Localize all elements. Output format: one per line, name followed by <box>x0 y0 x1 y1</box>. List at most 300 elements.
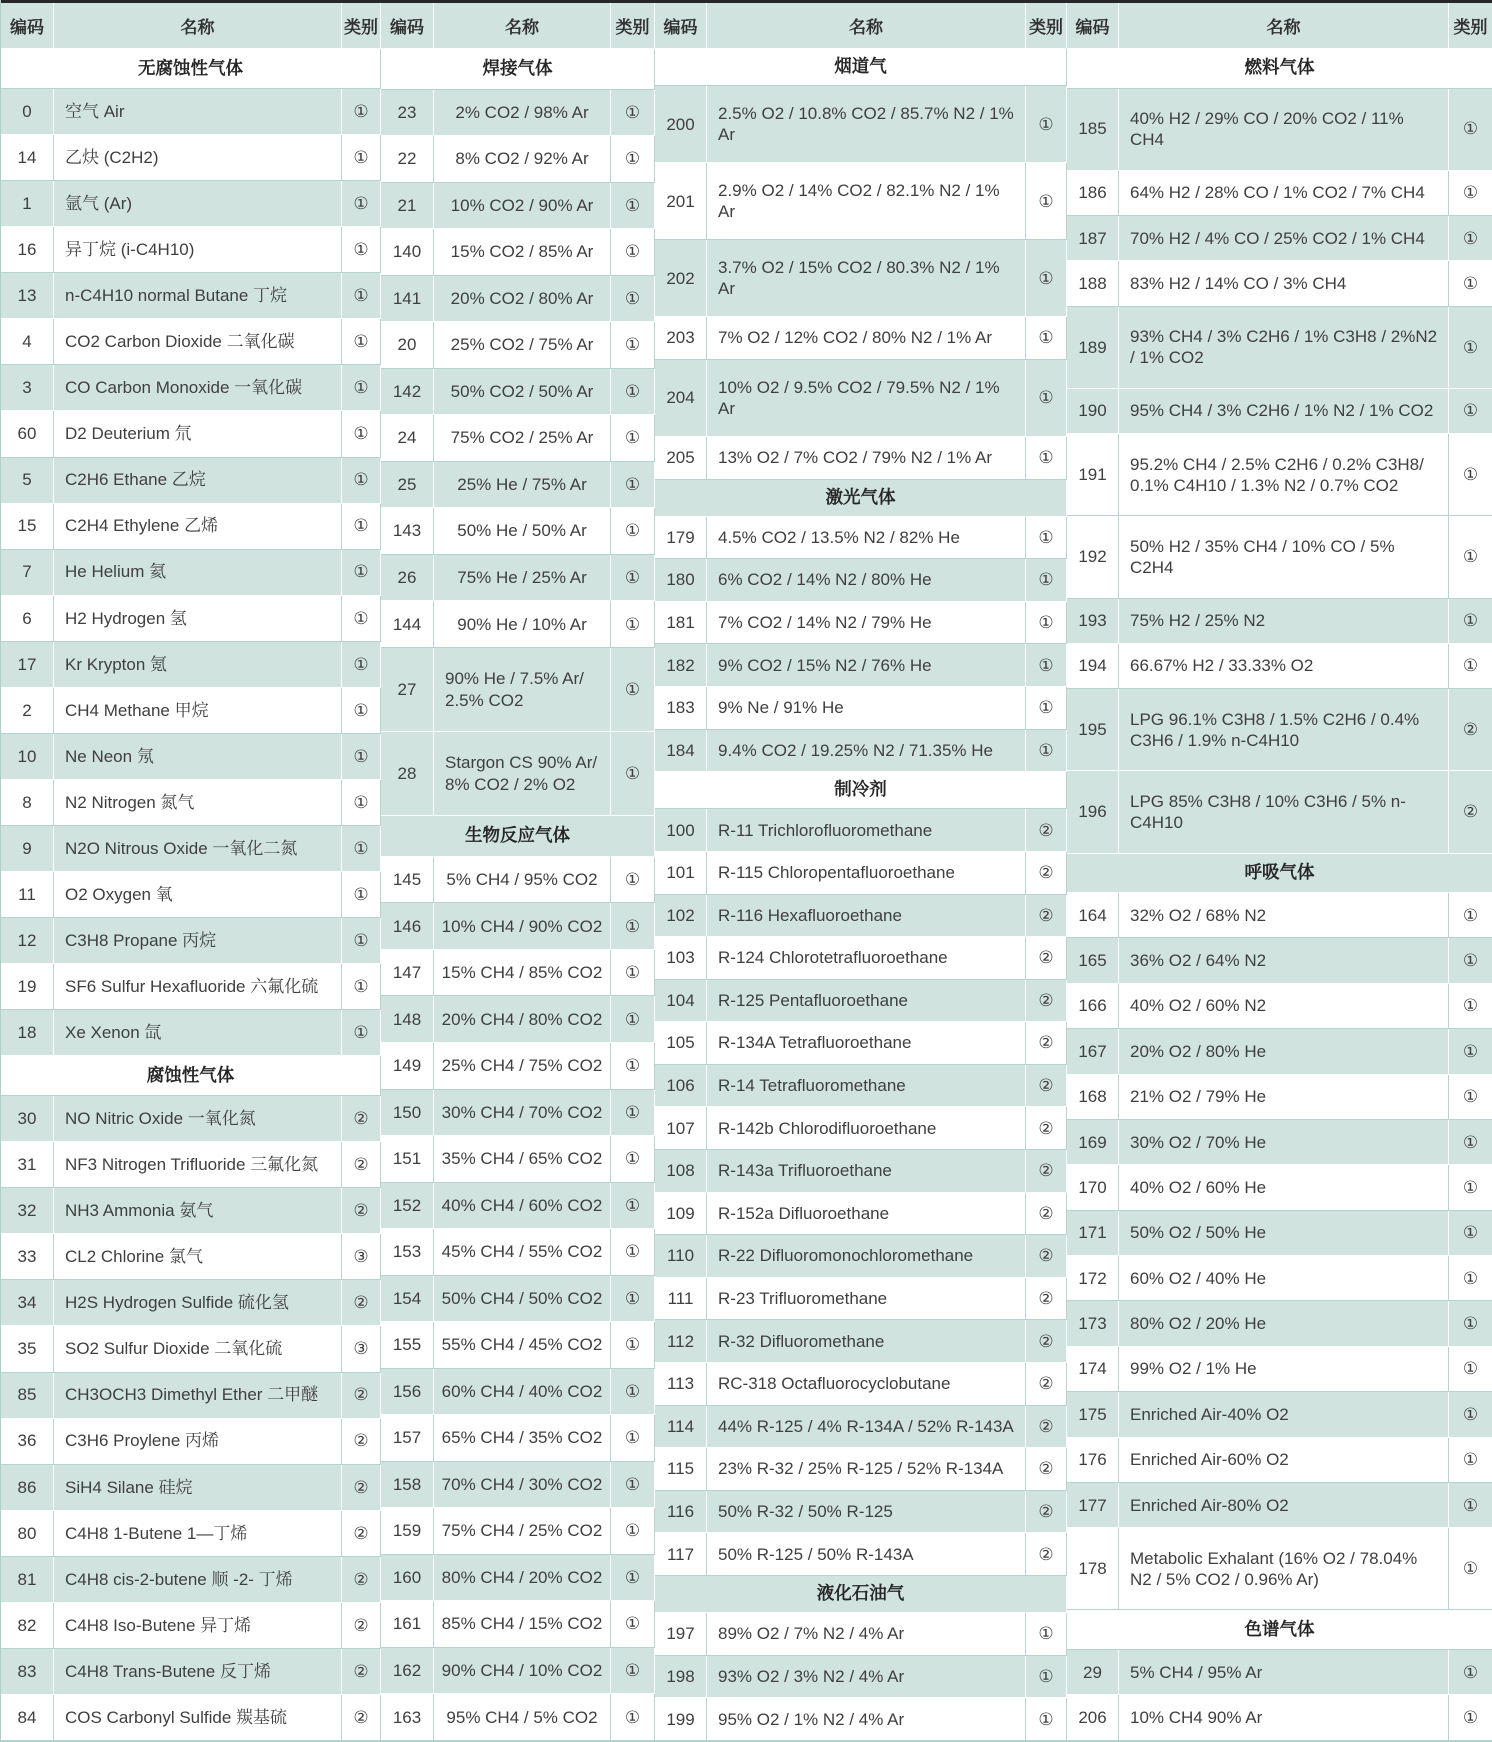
gas-code-cell: 160 <box>381 1555 434 1602</box>
gas-row <box>381 276 655 323</box>
category-cell: ① <box>342 734 381 780</box>
category-cell: ① <box>611 1322 655 1369</box>
gas-name-cell: 90% CH4 / 10% CO2 <box>434 1648 611 1695</box>
gas-code-cell: 170 <box>1067 1165 1119 1210</box>
gas-name-cell: 8% CO2 / 92% Ar <box>434 136 611 183</box>
gas-row <box>381 950 655 997</box>
gas-row <box>1067 984 1492 1029</box>
gas-name-cell: R-115 Chloropentafluoroethane <box>707 852 1026 895</box>
category-cell: ② <box>1026 1193 1067 1236</box>
category-cell: ① <box>1449 644 1492 689</box>
gas-code-cell: 159 <box>381 1508 434 1555</box>
gas-code-cell: 193 <box>1067 599 1119 644</box>
gas-code-cell: 180 <box>655 559 707 602</box>
gas-row <box>655 644 1067 687</box>
gas-name-cell: 乙炔 (C2H2) <box>54 135 342 181</box>
category-cell: ① <box>611 1462 655 1509</box>
gas-row <box>655 980 1067 1023</box>
category-cell: ① <box>1449 1029 1492 1074</box>
category-cell: ① <box>342 135 381 181</box>
gas-row <box>381 1136 655 1183</box>
gas-name-cell: 23% R-32 / 25% R-125 / 52% R-134A <box>707 1448 1026 1491</box>
gas-row <box>655 687 1067 730</box>
category-cell: ① <box>342 596 381 642</box>
gas-row <box>655 1363 1067 1406</box>
section-title: 呼吸气体 <box>1067 854 1492 894</box>
gas-code-cell: 182 <box>655 644 707 687</box>
category-cell: ① <box>1026 240 1067 317</box>
gas-name-cell: 40% O2 / 60% He <box>1119 1165 1449 1210</box>
gas-code-cell: 1 <box>1 181 54 227</box>
gas-table-g3 <box>655 0 1067 1741</box>
category-cell: ① <box>1449 1347 1492 1392</box>
gas-row <box>381 1090 655 1137</box>
gas-code-cell: 199 <box>655 1698 707 1741</box>
gas-row <box>1 1188 381 1234</box>
gas-name-cell: C4H8 cis-2-butene 顺 -2- 丁烯 <box>54 1557 342 1603</box>
gas-code-cell: 103 <box>655 937 707 980</box>
category-cell: ① <box>1449 1075 1492 1120</box>
category-cell: ① <box>1449 1695 1492 1741</box>
gas-code-cell: 5 <box>1 458 54 504</box>
column-header-code: 编码 <box>655 3 707 49</box>
gas-name-cell: 55% CH4 / 45% CO2 <box>434 1322 611 1369</box>
gas-code-cell: 185 <box>1067 89 1119 171</box>
gas-code-cell: 149 <box>381 1043 434 1090</box>
gas-row <box>655 317 1067 360</box>
gas-name-cell: 40% H2 / 29% CO / 20% CO2 / 11% CH4 <box>1119 89 1449 171</box>
category-cell: ① <box>1026 360 1067 437</box>
category-cell: ② <box>1026 1022 1067 1065</box>
gas-name-cell: 75% CH4 / 25% CO2 <box>434 1508 611 1555</box>
gas-row <box>655 602 1067 645</box>
category-cell: ① <box>611 903 655 950</box>
gas-code-cell: 60 <box>1 411 54 457</box>
gas-code-cell: 113 <box>655 1363 707 1406</box>
gas-code-cell: 154 <box>381 1276 434 1323</box>
category-cell: ① <box>1449 1211 1492 1256</box>
gas-code-cell: 86 <box>1 1465 54 1511</box>
gas-name-cell: Kr Krypton 氪 <box>54 642 342 688</box>
category-cell: ② <box>342 1649 381 1695</box>
gas-name-cell: 90% He / 10% Ar <box>434 601 611 648</box>
category-cell: ① <box>342 365 381 411</box>
gas-code-cell: 3 <box>1 365 54 411</box>
category-cell: ① <box>611 1043 655 1090</box>
gas-name-cell: 30% O2 / 70% He <box>1119 1120 1449 1165</box>
gas-name-cell: 30% CH4 / 70% CO2 <box>434 1090 611 1137</box>
header-row <box>1067 3 1492 49</box>
category-cell: ① <box>342 1010 381 1056</box>
section-row <box>1 49 381 89</box>
gas-name-cell: CH4 Methane 甲烷 <box>54 688 342 734</box>
gas-code-cell: 114 <box>655 1406 707 1449</box>
gas-name-cell: R-22 Difluoromonochloromethane <box>707 1235 1026 1278</box>
gas-code-cell: 32 <box>1 1188 54 1234</box>
gas-name-cell: R-125 Pentafluoroethane <box>707 980 1026 1023</box>
gas-row <box>381 229 655 276</box>
gas-code-cell: 198 <box>655 1656 707 1699</box>
gas-code-cell: 143 <box>381 508 434 555</box>
gas-name-cell: 15% CO2 / 85% Ar <box>434 229 611 276</box>
gas-name-cell: N2 Nitrogen 氮气 <box>54 780 342 826</box>
gas-name-cell: N2O Nitrous Oxide 一氧化二氮 <box>54 826 342 872</box>
gas-code-cell: 30 <box>1 1096 54 1142</box>
category-cell: ① <box>342 89 381 135</box>
category-cell: ② <box>1449 689 1492 771</box>
gas-name-cell: C2H6 Ethane 乙烷 <box>54 458 342 504</box>
gas-name-cell: Enriched Air-80% O2 <box>1119 1483 1449 1528</box>
category-cell: ① <box>611 136 655 183</box>
gas-name-cell: 13% O2 / 7% CO2 / 79% N2 / 1% Ar <box>707 437 1026 480</box>
gas-code-cell: 18 <box>1 1010 54 1056</box>
gas-row <box>1 1096 381 1142</box>
section-title: 生物反应气体 <box>381 816 655 857</box>
gas-row <box>381 183 655 230</box>
gas-code-cell: 27 <box>381 648 434 732</box>
gas-code-cell: 156 <box>381 1369 434 1416</box>
gas-code-cell: 158 <box>381 1462 434 1509</box>
category-cell: ① <box>1026 517 1067 560</box>
gas-name-cell: 70% CH4 / 30% CO2 <box>434 1462 611 1509</box>
category-cell: ① <box>342 688 381 734</box>
gas-row <box>381 1694 655 1741</box>
gas-row <box>1067 389 1492 434</box>
gas-row <box>1 1649 381 1695</box>
category-cell: ① <box>342 918 381 964</box>
section-title: 焊接气体 <box>381 49 655 90</box>
category-cell: ① <box>611 1508 655 1555</box>
gas-name-cell: 50% R-125 / 50% R-143A <box>707 1533 1026 1576</box>
gas-code-cell: 12 <box>1 918 54 964</box>
gas-row <box>655 240 1067 317</box>
gas-name-cell: Enriched Air-40% O2 <box>1119 1392 1449 1437</box>
gas-code-cell: 147 <box>381 950 434 997</box>
category-cell: ① <box>1449 389 1492 434</box>
category-cell: ② <box>1026 809 1067 852</box>
category-cell: ② <box>342 1465 381 1511</box>
gas-code-cell: 33 <box>1 1234 54 1280</box>
gas-row <box>1 504 381 550</box>
gas-code-cell: 153 <box>381 1229 434 1276</box>
column-header-name: 名称 <box>707 3 1026 49</box>
category-cell: ① <box>342 642 381 688</box>
gas-row <box>655 730 1067 773</box>
gas-name-cell: 5% CH4 / 95% CO2 <box>434 857 611 904</box>
gas-row <box>1 1280 381 1326</box>
gas-code-cell: 195 <box>1067 689 1119 771</box>
gas-row <box>1 1695 381 1741</box>
gas-code-cell: 35 <box>1 1326 54 1372</box>
category-cell: ② <box>1026 1363 1067 1406</box>
gas-name-cell: R-14 Tetrafluoromethane <box>707 1065 1026 1108</box>
gas-row <box>655 1107 1067 1150</box>
gas-code-cell: 171 <box>1067 1211 1119 1256</box>
gas-name-cell: Ne Neon 氖 <box>54 734 342 780</box>
gas-row <box>1067 1695 1492 1741</box>
gas-name-cell: 40% CH4 / 60% CO2 <box>434 1183 611 1230</box>
gas-code-cell: 200 <box>655 86 707 163</box>
gas-code-cell: 20 <box>381 322 434 369</box>
gas-name-cell: D2 Deuterium 氘 <box>54 411 342 457</box>
gas-name-cell: RC-318 Octafluorocyclobutane <box>707 1363 1026 1406</box>
category-cell: ① <box>611 857 655 904</box>
gas-code-cell: 11 <box>1 872 54 918</box>
category-cell: ① <box>1449 1301 1492 1346</box>
gas-row <box>1 734 381 780</box>
gas-row <box>655 163 1067 240</box>
gas-code-cell: 181 <box>655 602 707 645</box>
category-cell: ① <box>1449 1120 1492 1165</box>
category-cell: ① <box>342 181 381 227</box>
gas-name-cell: CH3OCH3 Dimethyl Ether 二甲醚 <box>54 1373 342 1419</box>
category-cell: ② <box>1026 980 1067 1023</box>
category-cell: ① <box>611 732 655 816</box>
gas-code-cell: 146 <box>381 903 434 950</box>
section-title: 激光气体 <box>655 480 1067 517</box>
gas-row <box>1 1010 381 1056</box>
section-title: 色谱气体 <box>1067 1610 1492 1650</box>
gas-name-cell: 93% CH4 / 3% C2H6 / 1% C3H8 / 2%N2 / 1% CO2 <box>1119 307 1449 389</box>
gas-code-cell: 16 <box>1 227 54 273</box>
gas-row <box>1067 1650 1492 1695</box>
gas-name-cell: 25% CO2 / 75% Ar <box>434 322 611 369</box>
gas-name-cell: 50% R-32 / 50% R-125 <box>707 1491 1026 1534</box>
gas-name-cell: 40% O2 / 60% N2 <box>1119 984 1449 1029</box>
gas-code-cell: 26 <box>381 555 434 602</box>
gas-code-cell: 22 <box>381 136 434 183</box>
gas-row <box>381 1415 655 1462</box>
category-cell: ① <box>611 276 655 323</box>
gas-row <box>655 1320 1067 1363</box>
category-cell: ① <box>1449 893 1492 938</box>
gas-row <box>1 1234 381 1280</box>
gas-name-cell: 36% O2 / 64% N2 <box>1119 938 1449 983</box>
gas-row <box>655 1656 1067 1699</box>
gas-code-cell: 166 <box>1067 984 1119 1029</box>
gas-row <box>655 1406 1067 1449</box>
gas-row <box>381 1369 655 1416</box>
gas-code-cell: 15 <box>1 504 54 550</box>
gas-name-cell: 50% CH4 / 50% CO2 <box>434 1276 611 1323</box>
gas-name-cell: 83% H2 / 14% CO / 3% CH4 <box>1119 261 1449 306</box>
column-header-category: 类别 <box>1026 3 1067 49</box>
gas-row <box>1067 261 1492 306</box>
gas-code-cell: 157 <box>381 1415 434 1462</box>
gas-name-cell: 7% CO2 / 14% N2 / 79% He <box>707 602 1026 645</box>
category-cell: ① <box>611 1229 655 1276</box>
gas-code-cell: 162 <box>381 1648 434 1695</box>
category-cell: ② <box>1026 1533 1067 1576</box>
header-row <box>381 3 655 49</box>
gas-name-cell: 75% H2 / 25% N2 <box>1119 599 1449 644</box>
gas-code-cell: 81 <box>1 1557 54 1603</box>
gas-row <box>381 1555 655 1602</box>
gas-name-cell: 50% H2 / 35% CH4 / 10% CO / 5% C2H4 <box>1119 516 1449 598</box>
category-cell: ② <box>342 1419 381 1465</box>
column-header-category: 类别 <box>342 3 381 49</box>
gas-row <box>1 89 381 135</box>
category-cell: ① <box>611 322 655 369</box>
gas-row <box>655 517 1067 560</box>
category-cell: ② <box>1026 1491 1067 1534</box>
gas-code-cell: 9 <box>1 826 54 872</box>
category-cell: ② <box>1449 771 1492 853</box>
gas-code-cell: 17 <box>1 642 54 688</box>
gas-row <box>1 1326 381 1372</box>
section-title: 燃料气体 <box>1067 49 1492 89</box>
section-row <box>655 772 1067 809</box>
gas-row <box>1 1419 381 1465</box>
category-cell: ① <box>1026 1698 1067 1741</box>
gas-table-g1 <box>1 0 381 1741</box>
gas-name-cell: 50% O2 / 50% He <box>1119 1211 1449 1256</box>
category-cell: ① <box>342 411 381 457</box>
category-cell: ① <box>1026 317 1067 360</box>
category-cell: ① <box>1449 599 1492 644</box>
category-cell: ① <box>1026 559 1067 602</box>
gas-row <box>655 1278 1067 1321</box>
gas-code-cell: 148 <box>381 996 434 1043</box>
gas-row <box>655 559 1067 602</box>
category-cell: ① <box>1026 163 1067 240</box>
gas-row <box>1 181 381 227</box>
gas-row <box>1067 938 1492 983</box>
gas-row <box>1 319 381 365</box>
gas-row <box>381 1601 655 1648</box>
gas-code-cell: 13 <box>1 273 54 319</box>
gas-row <box>1 1465 381 1511</box>
gas-name-cell: R-32 Difluoromethane <box>707 1320 1026 1363</box>
gas-code-cell: 102 <box>655 895 707 938</box>
gas-code-cell: 7 <box>1 550 54 596</box>
gas-row <box>381 136 655 183</box>
gas-code-cell: 111 <box>655 1278 707 1321</box>
category-cell: ① <box>342 826 381 872</box>
category-cell: ① <box>1026 730 1067 773</box>
gas-name-cell: 65% CH4 / 35% CO2 <box>434 1415 611 1462</box>
category-cell: ① <box>611 1555 655 1602</box>
gas-code-cell: 80 <box>1 1511 54 1557</box>
category-cell: ① <box>611 648 655 732</box>
gas-code-cell: 172 <box>1067 1256 1119 1301</box>
gas-name-cell: LPG 96.1% C3H8 / 1.5% C2H6 / 0.4% C3H6 / 1.9% n-C4H10 <box>1119 689 1449 771</box>
gas-name-cell: C4H8 Iso-Butene 异丁烯 <box>54 1603 342 1649</box>
section-title: 烟道气 <box>655 49 1067 86</box>
gas-name-cell: 异丁烷 (i-C4H10) <box>54 227 342 273</box>
gas-code-cell: 178 <box>1067 1528 1119 1610</box>
gas-name-cell: R-11 Trichlorofluoromethane <box>707 809 1026 852</box>
category-cell: ① <box>1449 938 1492 983</box>
gas-name-cell: 9.4% CO2 / 19.25% N2 / 71.35% He <box>707 730 1026 773</box>
gas-name-cell: Metabolic Exhalant (16% O2 / 78.04% N2 / 5% CO2 / 0.96% Ar) <box>1119 1528 1449 1610</box>
gas-row <box>655 1193 1067 1236</box>
gas-name-cell: 93% O2 / 3% N2 / 4% Ar <box>707 1656 1026 1699</box>
gas-name-cell: R-152a Difluoroethane <box>707 1193 1026 1236</box>
gas-row <box>1 1373 381 1419</box>
gas-name-cell: 7% O2 / 12% CO2 / 80% N2 / 1% Ar <box>707 317 1026 360</box>
gas-code-cell: 175 <box>1067 1392 1119 1437</box>
gas-name-cell: 25% He / 75% Ar <box>434 462 611 509</box>
gas-name-cell: 20% CH4 / 80% CO2 <box>434 996 611 1043</box>
gas-code-cell: 165 <box>1067 938 1119 983</box>
gas-name-cell: NH3 Ammonia 氨气 <box>54 1188 342 1234</box>
gas-row <box>655 895 1067 938</box>
gas-row <box>381 369 655 416</box>
category-cell: ② <box>342 1511 381 1557</box>
gas-row <box>655 1533 1067 1576</box>
category-cell: ① <box>611 229 655 276</box>
gas-row <box>381 996 655 1043</box>
category-cell: ① <box>1026 86 1067 163</box>
gas-name-cell: R-116 Hexafluoroethane <box>707 895 1026 938</box>
gas-code-cell: 2 <box>1 688 54 734</box>
gas-row <box>1 365 381 411</box>
gas-code-cell: 8 <box>1 780 54 826</box>
category-cell: ① <box>1449 1438 1492 1483</box>
gas-row <box>1 273 381 319</box>
gas-code-cell: 21 <box>381 183 434 230</box>
gas-name-cell: O2 Oxygen 氧 <box>54 872 342 918</box>
gas-row <box>381 508 655 555</box>
category-cell: ① <box>611 1276 655 1323</box>
gas-code-cell: 101 <box>655 852 707 895</box>
gas-row <box>1 688 381 734</box>
gas-name-cell: 32% O2 / 68% N2 <box>1119 893 1449 938</box>
gas-name-cell: 2.5% O2 / 10.8% CO2 / 85.7% N2 / 1% Ar <box>707 86 1026 163</box>
gas-row <box>655 852 1067 895</box>
column-header-code: 编码 <box>1067 3 1119 49</box>
category-cell: ① <box>1026 437 1067 480</box>
gas-row <box>381 1462 655 1509</box>
gas-name-cell: C3H8 Propane 丙烷 <box>54 918 342 964</box>
section-row <box>1 1056 381 1096</box>
gas-code-cell: 150 <box>381 1090 434 1137</box>
gas-name-cell: CO2 Carbon Dioxide 二氧化碳 <box>54 319 342 365</box>
gas-code-cell: 187 <box>1067 216 1119 261</box>
category-cell: ① <box>1449 1528 1492 1610</box>
gas-name-cell: SO2 Sulfur Dioxide 二氧化硫 <box>54 1326 342 1372</box>
gas-name-cell: 50% He / 50% Ar <box>434 508 611 555</box>
gas-code-cell: 151 <box>381 1136 434 1183</box>
gas-code-cell: 108 <box>655 1150 707 1193</box>
column-header-code: 编码 <box>381 3 434 49</box>
category-cell: ② <box>1026 1150 1067 1193</box>
category-cell: ② <box>1026 1065 1067 1108</box>
gas-row <box>655 1613 1067 1656</box>
section-row <box>655 1576 1067 1613</box>
gas-code-cell: 186 <box>1067 171 1119 216</box>
gas-row <box>381 903 655 950</box>
gas-code-cell: 0 <box>1 89 54 135</box>
category-cell: ① <box>611 950 655 997</box>
category-cell: ① <box>1449 434 1492 516</box>
gas-name-cell: 2.9% O2 / 14% CO2 / 82.1% N2 / 1% Ar <box>707 163 1026 240</box>
category-cell: ② <box>342 1373 381 1419</box>
gas-name-cell: R-143a Trifluoroethane <box>707 1150 1026 1193</box>
gas-row <box>1067 171 1492 216</box>
category-cell: ① <box>342 319 381 365</box>
gas-row <box>381 1229 655 1276</box>
gas-row <box>655 1235 1067 1278</box>
category-cell: ① <box>611 1601 655 1648</box>
gas-name-cell: CO Carbon Monoxide 一氧化碳 <box>54 365 342 411</box>
category-cell: ③ <box>342 1234 381 1280</box>
gas-row <box>1 780 381 826</box>
category-cell: ① <box>611 996 655 1043</box>
gas-name-cell: 20% CO2 / 80% Ar <box>434 276 611 323</box>
gas-code-cell: 189 <box>1067 307 1119 389</box>
